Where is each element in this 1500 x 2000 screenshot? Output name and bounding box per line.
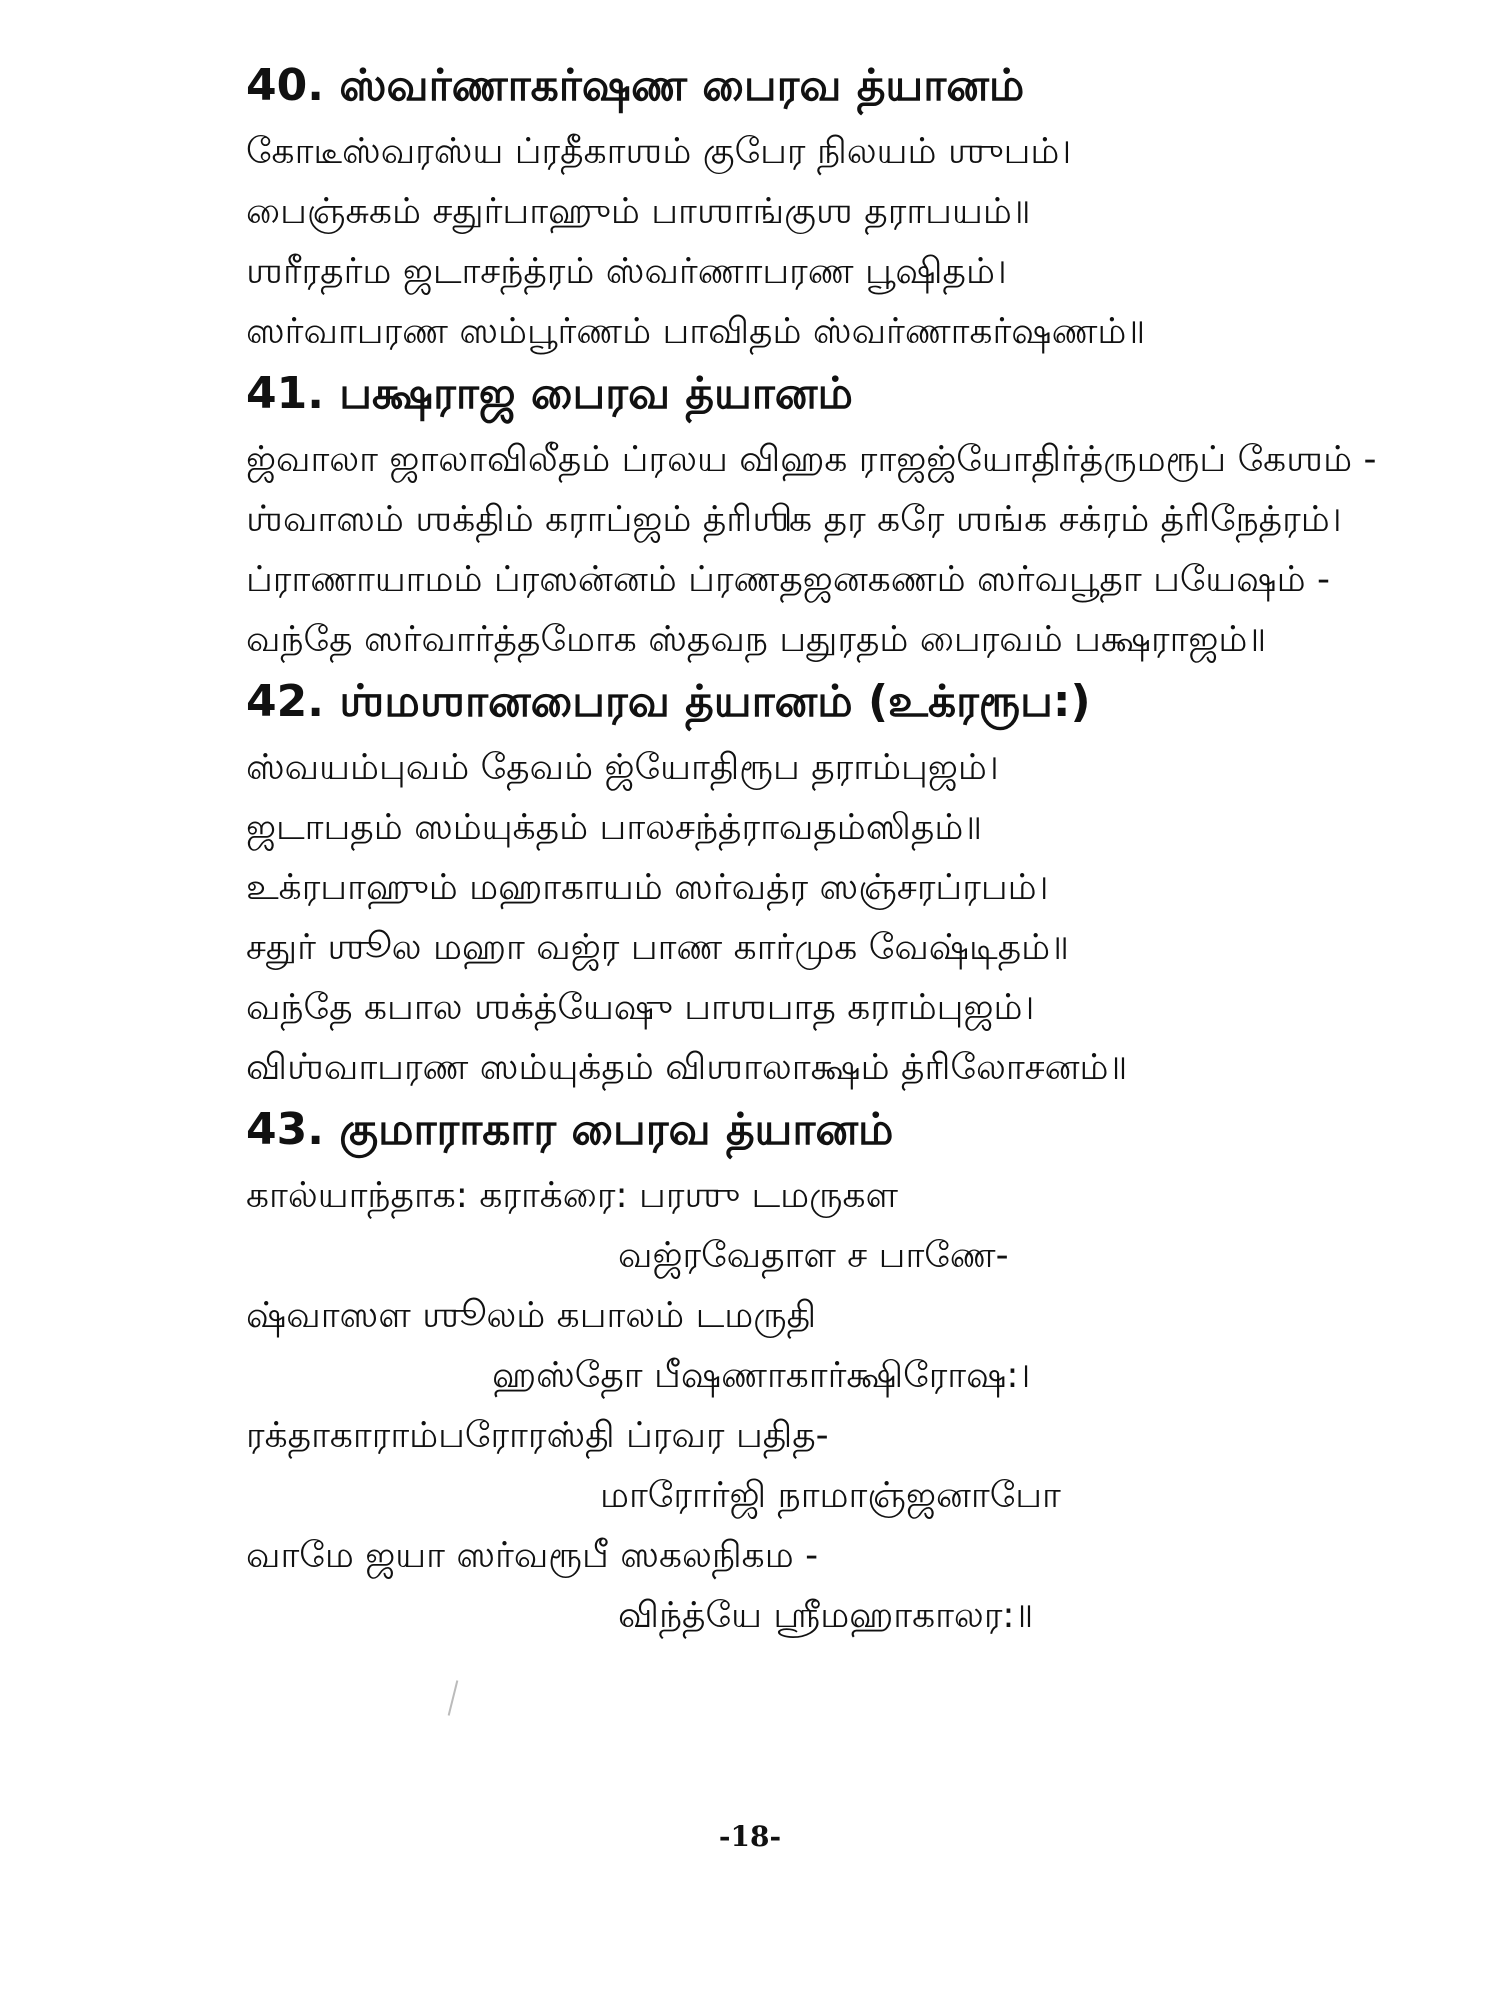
section-42 [246,676,1286,1098]
verse-line: ஶ்வாஸம் ஶக்திம் கராப்ஜம் த்ரிஶிக தர கரே ஶங்க சக்ரம் த்ரிநேத்ரம்। [246,499,1342,540]
verse-line: ரக்தாகாராம்பரோரஸ்தி ப்ரவர பதித- [246,1415,829,1456]
verse-line: ப்ராணாயாமம் ப்ரஸன்னம் ப்ரணதஜனகணம் ஸர்வபூதா பயேஷம் - [246,559,1330,600]
verse-line: ஜடாபதம் ஸம்யுக்தம் பாலசந்த்ராவதம்ஸிதம்॥ [246,807,983,848]
verse-line-indented: ஹஸ்தோ பீஷணாகார்க்ஷிரோஷ:। [492,1355,1031,1396]
section-40 [246,60,1286,362]
verse-line: கோடீஸ்வரஸ்ய ப்ரதீகாஶம் குபேர நிலயம் ஶுபம்। [246,131,1072,172]
verse-line: வந்தே கபால ஶக்த்யேஷு பாஶபாத கராம்புஜம்। [246,987,1035,1028]
verse-line: ஷ்வாஸள ஶூலம் கபாலம் டமருதி [246,1295,817,1336]
verse-line: சதுர் ஶூல மஹா வஜ்ர பாண கார்முக வேஷ்டிதம்॥ [246,927,1069,968]
verse-line: ஶரீரதர்ம ஜடாசந்த்ரம் ஸ்வர்ணாபரண பூஷிதம்। [246,251,1007,292]
section-heading: 41. பக்ஷராஜ பைரவ த்யானம் [246,368,853,419]
verse-line: பைஞ்சுகம் சதுர்பாஹும் பாஶாங்குஶ தராபயம்॥ [246,191,1031,232]
section-43 [246,1104,1286,1646]
page-number: -18- [718,1820,782,1853]
verse-line-indented: வஜ்ரவேதாள ச பாணே- [618,1235,1009,1276]
verse-line: ஸ்வயம்புவம் தேவம் ஜ்யோதிரூப தராம்புஜம்। [246,747,999,788]
verse-line: விஶ்வாபரண ஸம்யுக்தம் விஶாலாக்ஷம் த்ரிலோசனம்॥ [246,1047,1128,1088]
section-heading: 43. குமாராகார பைரவ த்யானம் [246,1104,894,1155]
section-41 [246,368,1377,670]
verse-line: உக்ரபாஹும் மஹாகாயம் ஸர்வத்ர ஸஞ்சரப்ரபம்। [246,867,1049,908]
verse-line: வந்தே ஸர்வார்த்தமோக ஸ்தவந பதுரதம் பைரவம் பக்ஷராஜம்॥ [246,619,1267,660]
verse-line: ஜ்வாலா ஜாலாவிலீதம் ப்ரலய விஹக ராஜஜ்யோதிர்த்ருமரூப் கேஶம் - [246,439,1377,480]
section-heading: 40. ஸ்வர்ணாகர்ஷண பைரவ த்யானம் [246,60,1025,111]
scan-mark [448,1680,459,1715]
verse-line: ஸர்வாபரண ஸம்பூர்ணம் பாவிதம் ஸ்வர்ணாகர்ஷணம்॥ [246,311,1146,352]
verse-line-indented: மாரோர்ஜி நாமாஞ்ஜனாபோ [600,1475,1061,1516]
section-heading: 42. ஶ்மஶானபைரவ த்யானம் (உக்ரரூப:) [246,676,1091,727]
verse-line: வாமே ஜயா ஸர்வரூபீ ஸகலநிகம - [246,1535,819,1576]
verse-line-indented: விந்த்யே ஸ்ரீமஹாகாலர:॥ [618,1595,1034,1636]
verse-line: கால்யாந்தாக: கராக்ரை: பரஶு டமருகள [246,1175,899,1216]
document-page [246,60,1377,1652]
